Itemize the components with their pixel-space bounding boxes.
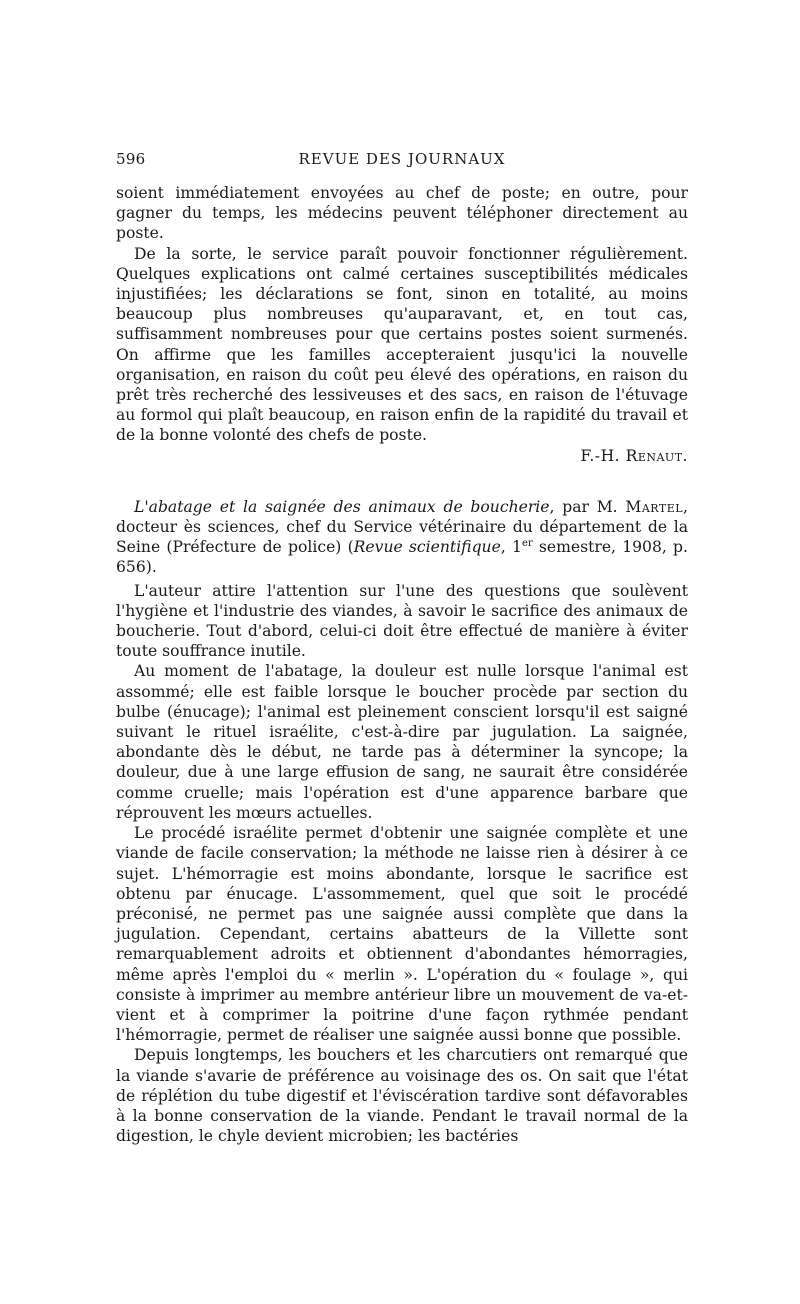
paragraph: De la sorte, le service paraît pouvoir fonctionner régulièrement. Quelques explications ont calmé certaines susceptibilités médicales injustifiées; les déclarations se font, sinon en totalité, au moins beaucoup plus nombreuses qu'auparavant, et, en tout cas, suffisamment nombreuses pour que certains postes soient surmenés. On affirme que les familles accepteraient jusqu'ici la nouvelle organisation, en raison du coût peu élevé des opérations, en raison du prêt très recherché des lessiveuses et des sacs, en raison de l'étuvage au formol qui plaît beaucoup, en raison enfin de la rapidité du travail et de la bonne volonté des chefs de poste. xyxy=(116,244,688,445)
paragraph: Depuis longtemps, les bouchers et les charcutiers ont remarqué que la viande s'avarie de préférence au voisinage des os. On sait que l'état de réplétion du tube digestif et l'éviscération tardive sont défavorables à la bonne conservation de la viande. Pendant le travail normal de la digestion, le chyle devient microbien; les bactéries xyxy=(116,1046,688,1146)
journal-name: Revue scientifique xyxy=(353,538,501,557)
page-number: 596 xyxy=(116,150,146,168)
paragraph: L'auteur attire l'attention sur l'une des questions que soulèvent l'hygiène et l'industrie des viandes, à savoir le sacrifice des animaux de boucherie. Tout d'abord, celui-ci doit être effectué de manière à éviter toute souffrance inutile. xyxy=(116,581,688,661)
paragraph: soient immédiatement envoyées au chef de poste; en outre, pour gagner du temps, les médecins peuvent téléphoner directement au poste. xyxy=(116,184,688,243)
article-title: L'abatage et la saignée des animaux de boucherie xyxy=(134,497,550,516)
article-heading xyxy=(116,497,688,578)
citation-prefix: , 1 xyxy=(500,538,522,557)
citation-superscript: er xyxy=(521,538,533,550)
paragraph: Le procédé israélite permet d'obtenir une saignée complète et une viande de facile conservation; la méthode ne laisse rien à désirer à ce sujet. L'hémorragie est moins abondante, lorsque le sacrifice est obtenu par énucage. L'assommement, quel que soit le procédé préconisé, ne permet pas une saignée aussi complète que dans la jugulation. Cependant, certains abatteurs de la Villette sont remarquablement adroits et obtiennent d'abondantes hémorragies, même après l'emploi du « merlin ». L'opération du « foulage », qui consiste à imprimer au membre antérieur libre un mouvement de va-et-vient et à comprimer la poitrine d'une façon rythmée pendant l'hémorragie, permet de réaliser une saignée aussi bonne que possible. xyxy=(116,824,688,1045)
document-page xyxy=(116,150,688,1146)
section-spacer xyxy=(116,466,688,497)
paragraph: Au moment de l'abatage, la douleur est nulle lorsque l'animal est assommé; elle est faible lorsque le boucher procède par section du bulbe (énucage); l'animal est pleinement conscient lorsqu'il est saigné suivant le rituel israélite, c'est-à-dire par jugulation. La saignée, abondante dès le début, ne tarde pas à déterminer la syncope; la douleur, due à une large effusion de sang, ne saurait être considérée comme cruelle; mais l'opération est d'une apparence barbare que réprouvent les mœurs actuelles. xyxy=(116,662,688,822)
author-signature: F.-H. Renaut. xyxy=(580,446,688,465)
body-text xyxy=(116,183,688,1146)
byline-text: , par M. xyxy=(549,497,626,516)
citation-suffix: semestre, 1908, p. 656). xyxy=(116,538,688,577)
page-header xyxy=(116,150,688,172)
running-head: REVUE DES JOURNAUX xyxy=(298,150,506,168)
article-author: Martel xyxy=(625,497,684,516)
author-info: , docteur ès sciences, chef du Service vétérinaire du département de la Seine (Préfecture de police) ( xyxy=(116,497,689,557)
